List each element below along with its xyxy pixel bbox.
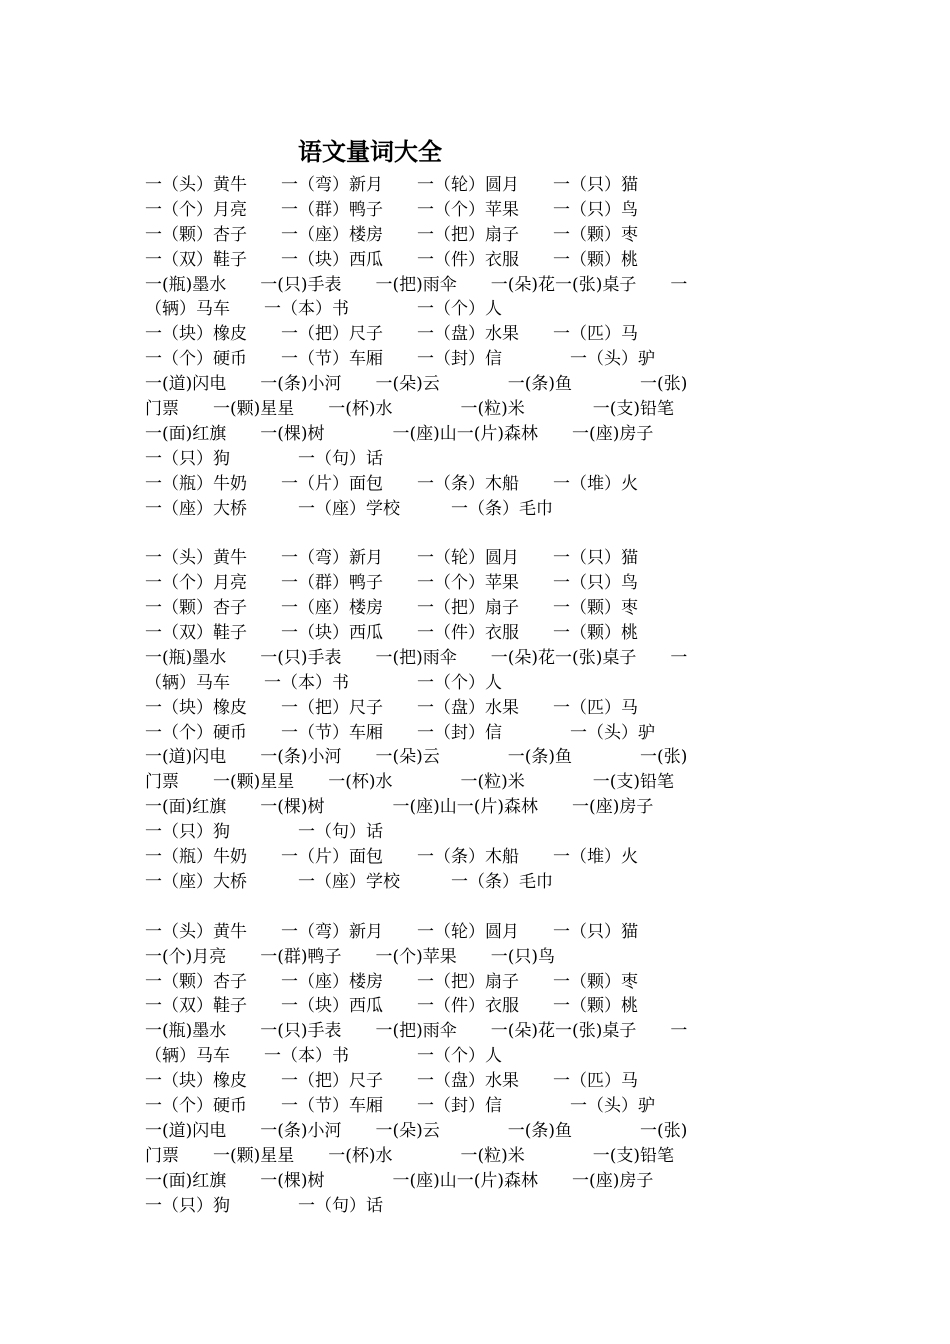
text-line: 一（个）月亮 一（群）鸭子 一（个）苹果 一（只）鸟	[145, 573, 638, 594]
text-line: 一（块）橡皮 一（把）尺子 一（盘）水果 一（匹）马	[145, 324, 638, 345]
text-line: 一（双）鞋子 一（块）西瓜 一（件）衣服 一（颗）桃	[145, 623, 638, 644]
text-line: 一（瓶）牛奶 一（片）面包 一（条）木船 一（堆）火	[145, 847, 638, 868]
text-line: 一（座）大桥 一（座）学校 一（条）毛巾	[145, 498, 553, 519]
text-line: 门票 一(颗)星星 一(杯)水 一(粒)米 一(支)铅笔	[145, 772, 675, 793]
text-line: 一（块）橡皮 一（把）尺子 一（盘）水果 一（匹）马	[145, 1071, 638, 1092]
text-line: 一（座）大桥 一（座）学校 一（条）毛巾	[145, 871, 553, 892]
text-line: （辆）马车 一（本）书 一（个）人	[145, 672, 502, 693]
text-line: 一(瓶)墨水 一(只)手表 一(把)雨伞 一(朵)花一(张)桌子 一	[145, 647, 688, 668]
text-line: 一(道)闪电 一(条)小河 一(朵)云 一(条)鱼 一(张)	[145, 374, 688, 395]
text-line: 一（颗）杏子 一（座）楼房 一（把）扇子 一（颗）枣	[145, 971, 638, 992]
text-line: （辆）马车 一（本）书 一（个）人	[145, 1046, 502, 1067]
text-line: 一（双）鞋子 一（块）西瓜 一（件）衣服 一（颗）桃	[145, 249, 638, 270]
text-line: 一（个）硬币 一（节）车厢 一（封）信 一（头）驴	[145, 1095, 655, 1116]
text-line: 一(道)闪电 一(条)小河 一(朵)云 一(条)鱼 一(张)	[145, 747, 688, 768]
text-line: 一（头）黄牛 一（弯）新月 一（轮）圆月 一（只）猫	[145, 921, 638, 942]
text-line: 一(面)红旗 一(棵)树 一(座)山一(片)森林 一(座)房子	[145, 423, 654, 444]
text-line: 一(面)红旗 一(棵)树 一(座)山一(片)森林 一(座)房子	[145, 1170, 654, 1191]
text-line: 一（个）硬币 一（节）车厢 一（封）信 一（头）驴	[145, 722, 655, 743]
text-line: 一(瓶)墨水 一(只)手表 一(把)雨伞 一(朵)花一(张)桌子 一	[145, 1021, 688, 1042]
text-line: 一（只）狗 一（句）话	[145, 1195, 383, 1216]
text-line: 一（块）橡皮 一（把）尺子 一（盘）水果 一（匹）马	[145, 697, 638, 718]
text-line: 一（颗）杏子 一（座）楼房 一（把）扇子 一（颗）枣	[145, 598, 638, 619]
text-line: （辆）马车 一（本）书 一（个）人	[145, 299, 502, 320]
text-line: 一(面)红旗 一(棵)树 一(座)山一(片)森林 一(座)房子	[145, 797, 654, 818]
text-line: 一(个)月亮 一(群)鸭子 一(个)苹果 一(只)鸟	[145, 946, 556, 967]
text-line: 一（双）鞋子 一（块）西瓜 一（件）衣服 一（颗）桃	[145, 996, 638, 1017]
text-line: 一（只）狗 一（句）话	[145, 448, 383, 469]
text-line: 一（个）月亮 一（群）鸭子 一（个）苹果 一（只）鸟	[145, 199, 638, 220]
text-line: 一（个）硬币 一（节）车厢 一（封）信 一（头）驴	[145, 349, 655, 370]
page-title: 语文量词大全	[298, 138, 442, 166]
text-line: 一(道)闪电 一(条)小河 一(朵)云 一(条)鱼 一(张)	[145, 1120, 688, 1141]
text-line: 一（瓶）牛奶 一（片）面包 一（条）木船 一（堆）火	[145, 473, 638, 494]
text-line: 门票 一(颗)星星 一(杯)水 一(粒)米 一(支)铅笔	[145, 1145, 675, 1166]
block-spacer	[145, 895, 825, 920]
block-spacer	[145, 521, 825, 546]
document-body	[145, 173, 825, 1218]
text-line: 一（只）狗 一（句）话	[145, 822, 383, 843]
text-line: 门票 一(颗)星星 一(杯)水 一(粒)米 一(支)铅笔	[145, 399, 675, 420]
text-line: 一（颗）杏子 一（座）楼房 一（把）扇子 一（颗）枣	[145, 224, 638, 245]
text-line: 一（头）黄牛 一（弯）新月 一（轮）圆月 一（只）猫	[145, 175, 638, 195]
text-line: 一（头）黄牛 一（弯）新月 一（轮）圆月 一（只）猫	[145, 548, 638, 569]
text-line: 一(瓶)墨水 一(只)手表 一(把)雨伞 一(朵)花一(张)桌子 一	[145, 274, 688, 295]
